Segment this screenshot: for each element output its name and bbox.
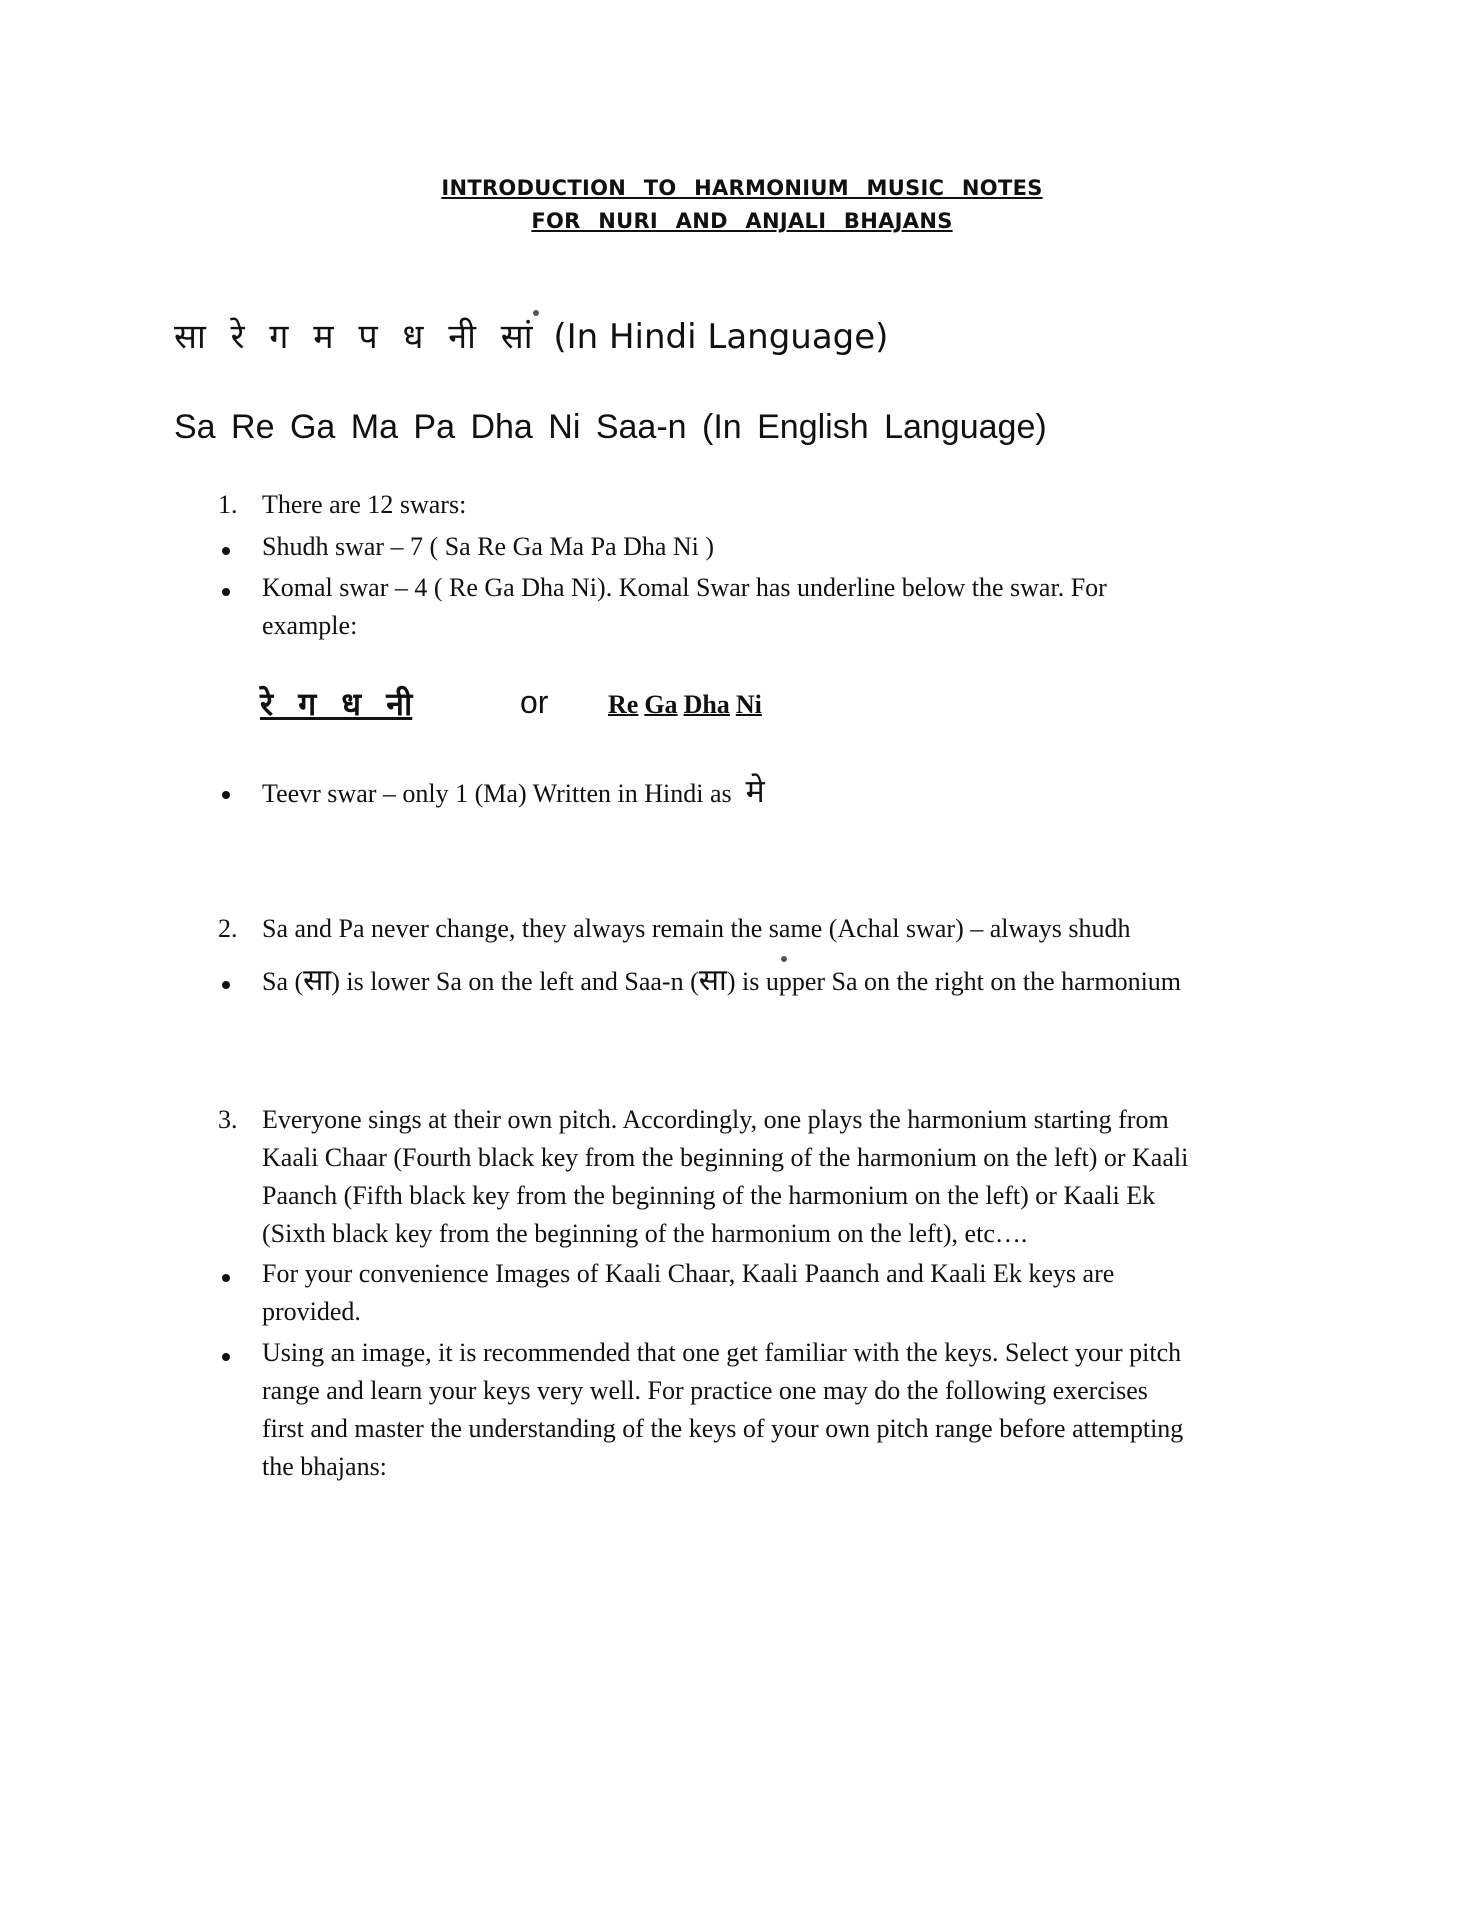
convenience-text-line: For your convenience Images of Kaali Chaar, Kaali Paanch and Kaali Ek keys are <box>262 1259 1115 1288</box>
document-title-line2: FOR NURI AND ANJALI BHAJANS <box>531 209 953 233</box>
hindi-scale-line <box>174 312 888 358</box>
section1-heading: There are 12 swars: <box>262 490 467 519</box>
pitch-paragraph-line: (Sixth black key from the beginning of the harmonium on the left), etc…. <box>262 1219 1028 1248</box>
komal-example-or: or <box>520 684 549 720</box>
komal-swar-text-line1: Komal swar – 4 ( Re Ga Dha Ni). Komal Swar has underline below the swar. For <box>262 573 1107 602</box>
upper-sa-dot-icon <box>533 310 539 316</box>
pitch-paragraph-line: Kaali Chaar (Fourth black key from the beginning of the harmonium on the left) or Kaali <box>262 1143 1189 1172</box>
hindi-scale-label: (In Hindi Language) <box>553 317 889 357</box>
section1-number: 1. <box>218 490 238 519</box>
bullet-icon <box>222 547 230 555</box>
komal-example-english <box>608 690 768 720</box>
upper-sa-dot-icon <box>781 956 787 962</box>
pitch-paragraph-line: Paanch (Fifth black key from the beginning of the harmonium on the left) or Kaali Ek <box>262 1181 1156 1210</box>
section2-number: 2. <box>218 914 238 943</box>
komal-example-hindi: रे ग ध नी <box>260 685 413 723</box>
bullet-icon <box>222 791 230 799</box>
section3-number: 3. <box>218 1105 238 1134</box>
convenience-text-line: provided. <box>262 1297 361 1326</box>
practice-text-line: range and learn your keys very well. For practice one may do the following exercises <box>262 1376 1148 1405</box>
upper-sa-hindi: सा <box>698 963 727 998</box>
bullet-icon <box>222 1274 230 1282</box>
document-title-line1: INTRODUCTION TO HARMONIUM MUSIC NOTES <box>441 176 1043 200</box>
practice-text-line: the bhajans: <box>262 1452 387 1481</box>
komal-swar-text-line2: example: <box>262 611 358 640</box>
hindi-scale-notes: सा रे ग म प ध नी सां <box>174 317 533 357</box>
sa-position-part3: ) is upper Sa on the right on the harmonium <box>726 967 1182 996</box>
komal-note: Re <box>608 690 639 719</box>
komal-note: Ga <box>644 690 678 719</box>
english-scale-line: Sa Re Ga Ma Pa Dha Ni Saa-n (In English Language) <box>174 408 1047 446</box>
bullet-icon <box>222 1353 230 1361</box>
komal-note: Dha <box>683 690 730 719</box>
practice-text-line: first and master the understanding of the keys of your own pitch range before attempting <box>262 1414 1184 1443</box>
sa-position-part2: ) is lower Sa on the left and Saa-n ( <box>331 967 699 996</box>
bullet-icon <box>222 981 230 989</box>
shudh-swar-text: Shudh swar – 7 ( Sa Re Ga Ma Pa Dha Ni ) <box>262 532 715 561</box>
lower-sa-hindi: सा <box>303 963 332 998</box>
bullet-icon <box>222 588 230 596</box>
pitch-paragraph-line: Everyone sings at their own pitch. Accordingly, one plays the harmonium starting from <box>262 1105 1169 1134</box>
practice-text-line: Using an image, it is recommended that one get familiar with the keys. Select your pitch <box>262 1338 1182 1367</box>
teevr-swar-line <box>262 772 765 813</box>
achal-swar-text: Sa and Pa never change, they always remain the same (Achal swar) – always shudh <box>262 914 1131 943</box>
komal-note: Ni <box>735 690 762 719</box>
sa-position-part1: Sa ( <box>262 967 304 996</box>
teevr-swar-hindi: मे <box>745 772 765 810</box>
sa-position-text <box>262 962 1181 1001</box>
teevr-swar-text: Teevr swar – only 1 (Ma) Written in Hindi as <box>262 779 732 808</box>
